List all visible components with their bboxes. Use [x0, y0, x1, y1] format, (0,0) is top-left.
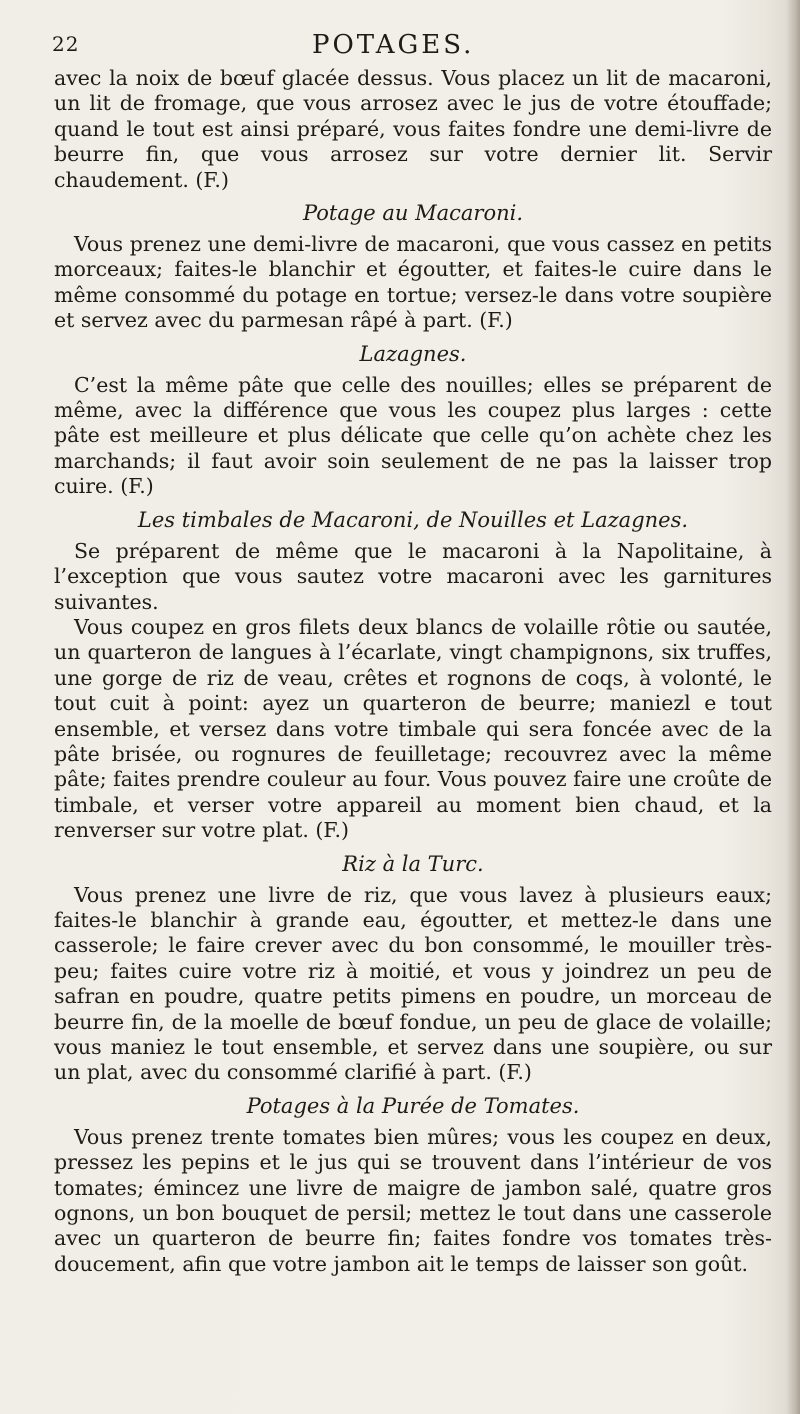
recipe-title-potage-macaroni: Potage au Macaroni. [302, 201, 524, 226]
recipe-paragraph: Vous coupez en gros filets deux blancs de volaille rôtie ou sautée, un quarteron de langues à l’écarlate, vingt champignons, six truffes, une gorge de riz de veau, crêtes et rognons de coqs, à volonté, le tout cuit à point: ayez un quarteron de beurre; maniezl e tout ensemble, et versez dans votre timbale qui sera foncée avec de la pâte brisée, ou rognures de feuilletage; recouvrez avec la même pâte; faites prendre couleur au four. Vous pouvez faire une croûte de timbale, et verser votre appareil au moment bien chaud, et la renverser sur votre plat. (F.) [54, 614, 772, 843]
page-header [52, 30, 752, 64]
recipe-paragraph: Se préparent de même que le macaroni à la Napolitaine, à l’exception que vous sautez votre macaroni avec les garnitures suivantes. [54, 538, 772, 614]
recipe-paragraph: Vous prenez une demi-livre de macaroni, que vous cassez en petits morceaux; faites-le blanchir et égoutter, et faites-le cuire dans le même consommé du potage en tortue; versez-le dans votre soupière et servez avec du parmesan râpé à part. (F.) [54, 232, 772, 333]
paragraph-continuation: avec la noix de bœuf glacée dessus. Vous placez un lit de macaroni, un lit de fromage, que vous arrosez avec le jus de votre étouffade; quand le tout est ainsi préparé, vous faites fondre une demi-livre de beurre fin, que vous arrosez sur votre dernier lit. Servir chaudement. (F.) [54, 66, 772, 192]
recipe-paragraph: C’est la même pâte que celle des nouilles; elles se préparent de même, avec la différence que vous les coupez plus larges : cette pâte est meilleure et plus délicate que celle qu’on achète chez les marchands; il faut avoir soin seulement de ne pas la laisser trop cuire. (F.) [54, 372, 772, 499]
recipe-paragraph: Vous prenez trente tomates bien mûres; vous les coupez en deux, pressez les pepins et le jus qui se trouvent dans l’intérieur de vos tomates; émincez une livre de maigre de jambon salé, quatre gros ognons, un bon bouquet de persil; mettez le tout dans une casserole avec un quarteron de beurre fin; faites fondre vos tomates très-doucement, afin que votre jambon ait le temps de laisser son goût. [54, 1124, 772, 1276]
recipe-title-puree-tomates: Potages à la Purée de Tomates. [246, 1093, 580, 1118]
page-body [54, 66, 772, 1277]
recipe-paragraph: Vous prenez une livre de riz, que vous lavez à plusieurs eaux; faites-le blanchir à grande eau, égoutter, et mettez-le dans une casserole; le faire crever avec du bon consommé, le mouiller très-peu; faites cuire votre riz à moitié, et vous y joindrez un peu de safran en poudre, quatre petits pimens en poudre, un morceau de beurre fin, de la moelle de bœuf fondue, un peu de glace de volaille; vous maniez le tout ensemble, et servez dans une soupière, ou sur un plat, avec du consommé clarifié à part. (F.) [54, 882, 772, 1085]
page-edge-shadow [786, 0, 800, 1414]
page-number: 22 [52, 32, 80, 56]
running-title: POTAGES. [312, 30, 475, 60]
recipe-title-timbales: Les timbales de Macaroni, de Nouilles et Lazagnes. [137, 507, 689, 532]
recipe-title-lazagnes: Lazagnes. [359, 341, 467, 366]
recipe-title-riz-turc: Riz à la Turc. [342, 851, 484, 876]
